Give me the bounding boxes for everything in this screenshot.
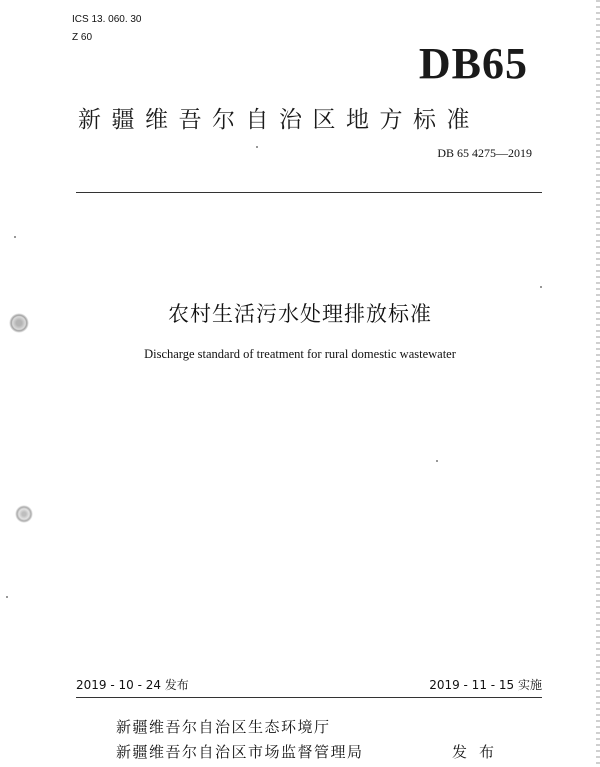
publish-date: 2019 - 10 - 24 发布 — [76, 678, 189, 692]
scan-speck — [436, 460, 438, 462]
standard-logo: DB65 — [418, 39, 528, 88]
document-title-chinese: 农村生活污水处理排放标准 — [168, 302, 432, 326]
ics-code: ICS 13. 060. 30 — [72, 14, 142, 25]
scan-speck — [14, 236, 16, 238]
standard-type-heading: 新疆维吾尔自治区地方标准 — [78, 107, 480, 133]
footer-divider — [76, 697, 542, 698]
issue-label: 发布 — [452, 743, 507, 761]
classification-code: Z 60 — [72, 32, 93, 43]
scan-speck — [540, 286, 542, 288]
scan-speck — [6, 596, 8, 598]
scan-edge — [596, 0, 600, 767]
scan-speck — [256, 146, 258, 148]
header-divider — [76, 192, 542, 193]
issuing-authority-1: 新疆维吾尔自治区生态环境厅 — [116, 718, 331, 736]
issuing-authority-2: 新疆维吾尔自治区市场监督管理局 — [116, 743, 364, 761]
implementation-date: 2019 - 11 - 15 实施 — [429, 678, 542, 692]
standard-number: DB 65 4275—2019 — [437, 146, 532, 160]
binding-hole-mark — [15, 505, 33, 523]
document-title-english: Discharge standard of treatment for rural domestic wastewater — [144, 347, 456, 361]
